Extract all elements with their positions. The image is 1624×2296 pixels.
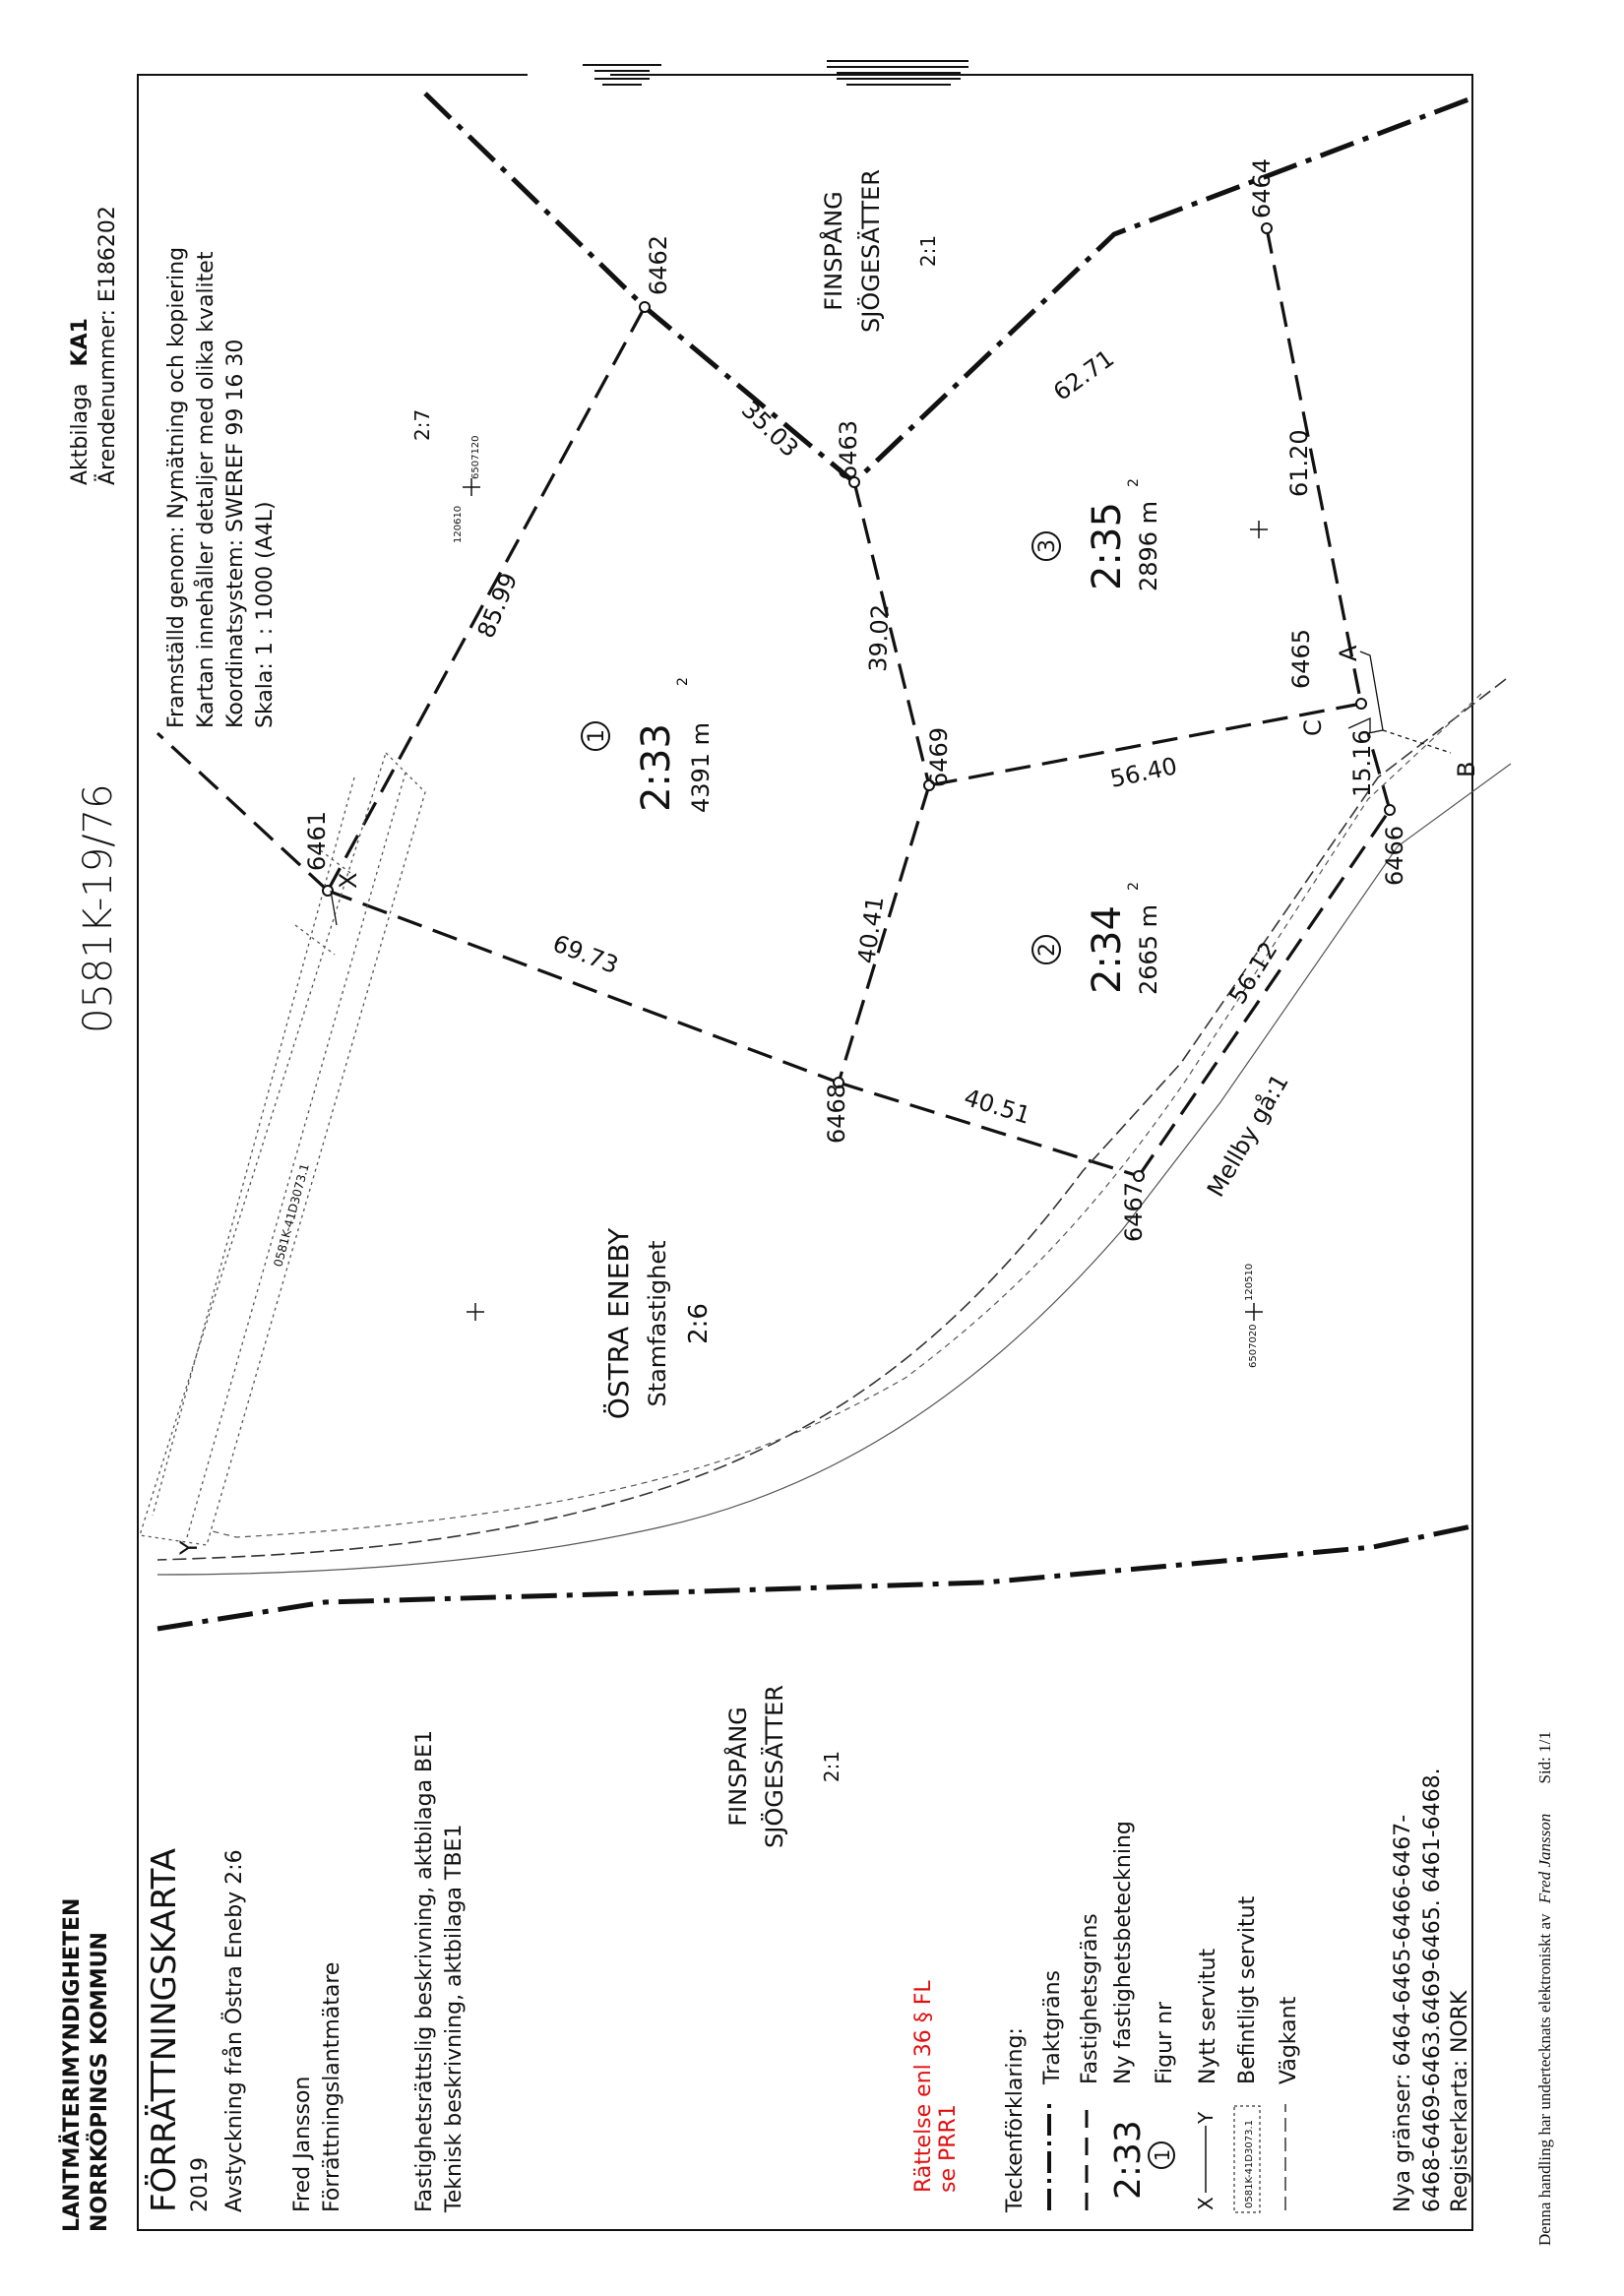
parcel-area-2-34: 2665 m	[1135, 903, 1162, 996]
label-6468: 6468	[823, 1083, 850, 1144]
marker-c: C	[1299, 719, 1327, 736]
authority-line-2: NORRKÖPINGS KOMMUN	[88, 1932, 112, 2232]
point-6465	[1356, 699, 1366, 709]
svg-text:Denna handling har underteckna	[1535, 1731, 1554, 2246]
neighbor-south-name-2: SJÖGESÄTTER	[761, 1685, 788, 1848]
label-6467: 6467	[1120, 1181, 1148, 1242]
neighbor-south-id: 2:1	[820, 1750, 843, 1783]
legend-befintligt-code: 0581K-41D3073.1	[1244, 2120, 1255, 2208]
title-block	[59, 1730, 961, 2232]
dist-56-40: 56.40	[1107, 752, 1180, 793]
label-6462: 6462	[645, 234, 672, 295]
neighbor-north-name-2: SJÖGESÄTTER	[857, 169, 885, 333]
dist-40-41: 40.41	[852, 894, 890, 965]
arende-number: Ärendenummer: E186202	[95, 206, 120, 485]
dist-15-16: 15.16	[1348, 729, 1376, 797]
dist-85-99: 85.99	[471, 569, 524, 643]
registerkarta: Registerkarta: NORK	[1448, 1990, 1472, 2212]
aktbilaga-line	[68, 318, 93, 485]
mother-estate-name: ÖSTRA ENEBY	[602, 1227, 635, 1420]
label-6466: 6466	[1381, 825, 1408, 886]
trakt-line-south	[157, 1525, 1476, 1629]
info-line-1: Framställd genom: Nymätning och kopiering	[164, 246, 189, 728]
signature-footer	[1535, 1731, 1554, 2246]
figure-3: 3	[1035, 539, 1060, 553]
nya-granser-line-1: Nya gränser: 6464-6465-6466-6467-	[1391, 1814, 1415, 2212]
point-labels	[303, 158, 1408, 1242]
legend-title: Teckenförklaring:	[1003, 2027, 1028, 2212]
neighbor-estate-south	[723, 1685, 843, 1848]
legend-figure-symbol: 1	[1151, 2148, 1174, 2162]
trakt-boundaries	[157, 93, 1476, 1629]
point-6464	[1262, 223, 1272, 233]
parcel-2-33	[582, 677, 715, 813]
legend-befintligt-servitut: Befintligt servitut	[1235, 1895, 1260, 2084]
legend-servitut-y: Y	[1194, 2111, 1218, 2124]
label-6463: 6463	[835, 419, 862, 480]
legend-vagkant: Vägkant	[1277, 1996, 1301, 2084]
marker-b: B	[1453, 761, 1480, 777]
parcel-area-sup-3: 2	[1126, 478, 1142, 487]
mother-estate-type: Stamfastighet	[644, 1240, 671, 1407]
surveyor-name: Fred Jansson	[290, 2076, 315, 2212]
label-6465: 6465	[1287, 628, 1315, 689]
correction-line-2: se PRR1	[936, 2104, 961, 2193]
map-frame	[138, 75, 1472, 2230]
parcel-id-2-33: 2:33	[634, 723, 679, 812]
dist-35-03: 35.03	[735, 396, 804, 464]
authority-line-1: LANTMÄTERIMYNDIGHETEN	[60, 1897, 85, 2232]
aktbilaga-label: Aktbilaga	[68, 383, 93, 485]
dist-69-73: 69.73	[548, 929, 623, 980]
legend	[1003, 1821, 1301, 2213]
figure-2: 2	[1035, 943, 1060, 957]
point-6467	[1134, 1171, 1144, 1181]
mother-estate-id: 2:6	[684, 1303, 714, 1344]
parcel-id-2-34: 2:34	[1085, 905, 1130, 994]
label-6469: 6469	[925, 726, 953, 787]
parcel-area-2-33: 4391 m	[687, 721, 715, 814]
document-title: FÖRRÄTTNINGSKARTA	[145, 1847, 184, 2212]
info-line-3: Koordinatsystem: SWEREF 99 16 30	[223, 339, 248, 728]
nya-granser-line-2: 6468-6469-6463.6469-6465. 6461-6468.	[1420, 1768, 1445, 2212]
legend-nytt-servitut: Nytt servitut	[1196, 1948, 1220, 2084]
legend-traktgrans: Traktgräns	[1040, 1970, 1065, 2084]
legend-new-id-symbol: 2:33	[1108, 2120, 1149, 2200]
coord-e2: 6507020	[1248, 1324, 1259, 1368]
existing-servitude-corridor	[140, 753, 425, 1545]
parcel-2-35	[1032, 478, 1162, 591]
appendix-line-1: Fastighetsrättslig beskrivning, aktbilaga BE1	[412, 1729, 437, 2212]
dist-39-02: 39.02	[864, 603, 895, 673]
legend-servitut-x: X	[1194, 2197, 1218, 2210]
label-6461: 6461	[303, 810, 331, 871]
figure-1: 1	[585, 729, 609, 743]
info-line-4: Skala: 1 : 1000 (A4L)	[253, 501, 278, 728]
page-note: Sid: 1/1	[1535, 1731, 1554, 1784]
road-name: Mellby gå:1	[1201, 1069, 1294, 1202]
header-block	[68, 206, 120, 485]
point-6466	[1385, 805, 1395, 815]
signer-name: Fred Jansson	[1535, 1813, 1554, 1904]
parcel-id-2-35: 2:35	[1085, 502, 1130, 590]
neighbor-north-name: FINSPÅNG	[820, 191, 847, 311]
top-edge-marks	[528, 61, 968, 85]
label-6464: 6464	[1248, 157, 1276, 218]
point-6462	[640, 302, 650, 312]
dist-40-51: 40.51	[961, 1083, 1034, 1130]
legend-fastighetsgrans: Fastighetsgräns	[1078, 1913, 1102, 2084]
surveyor-title: Förrättningslantmätare	[320, 1961, 344, 2212]
aktbilaga-code: KA1	[68, 318, 93, 367]
marker-y: Y	[175, 1540, 203, 1555]
coord-n2: 120510	[1244, 1263, 1255, 1301]
correction-line-1: Rättelse enl 36 § FL	[911, 1980, 936, 2193]
property-boundaries	[157, 228, 1390, 1176]
neighbor-estate-north	[819, 169, 940, 333]
servitude-code: 0581K-41D3073.1	[271, 1161, 312, 1269]
appendix-line-2: Teknisk beskrivning, aktbilaga TBE1	[442, 1824, 467, 2212]
dist-62-71: 62.71	[1048, 343, 1120, 406]
servitude-path	[331, 652, 1451, 925]
mother-estate	[601, 1227, 714, 1419]
boundary-6461-6468	[328, 891, 839, 1083]
neighbor-south-name: FINSPÅNG	[724, 1706, 752, 1827]
parcel-area-sup: 2	[675, 677, 691, 686]
legend-new-id: Ny fastighetsbeteckning	[1111, 1821, 1136, 2084]
document-subject: Avstyckning från Östra Eneby 2:6	[222, 1849, 247, 2212]
dist-61-20: 61.20	[1285, 429, 1313, 497]
parcel-2-34	[1032, 882, 1162, 995]
parcel-area-sup-2: 2	[1126, 882, 1142, 891]
marker-x: X	[335, 872, 362, 889]
signature-note: Denna handling har undertecknats elektroniskt av	[1535, 1913, 1554, 2246]
neighbor-north-id: 2:1	[916, 234, 940, 268]
info-line-2: Kartan innehåller detaljer med olika kvalitet	[194, 251, 219, 728]
dist-56-12: 56.12	[1223, 937, 1283, 1010]
legend-figure: Figur nr	[1153, 2001, 1177, 2084]
coord-n1: 120610	[453, 505, 464, 543]
parcel-2-7-label: 2:7	[410, 408, 434, 441]
marker-a: A	[1335, 645, 1362, 661]
map-number: 0581K-19/76	[76, 783, 121, 1033]
info-block	[164, 247, 278, 728]
parcel-area-2-35: 2896 m	[1135, 500, 1162, 592]
document-year: 2019	[188, 2157, 213, 2212]
coord-e1: 6507120	[470, 435, 481, 479]
new-boundaries-block	[1391, 1768, 1472, 2212]
